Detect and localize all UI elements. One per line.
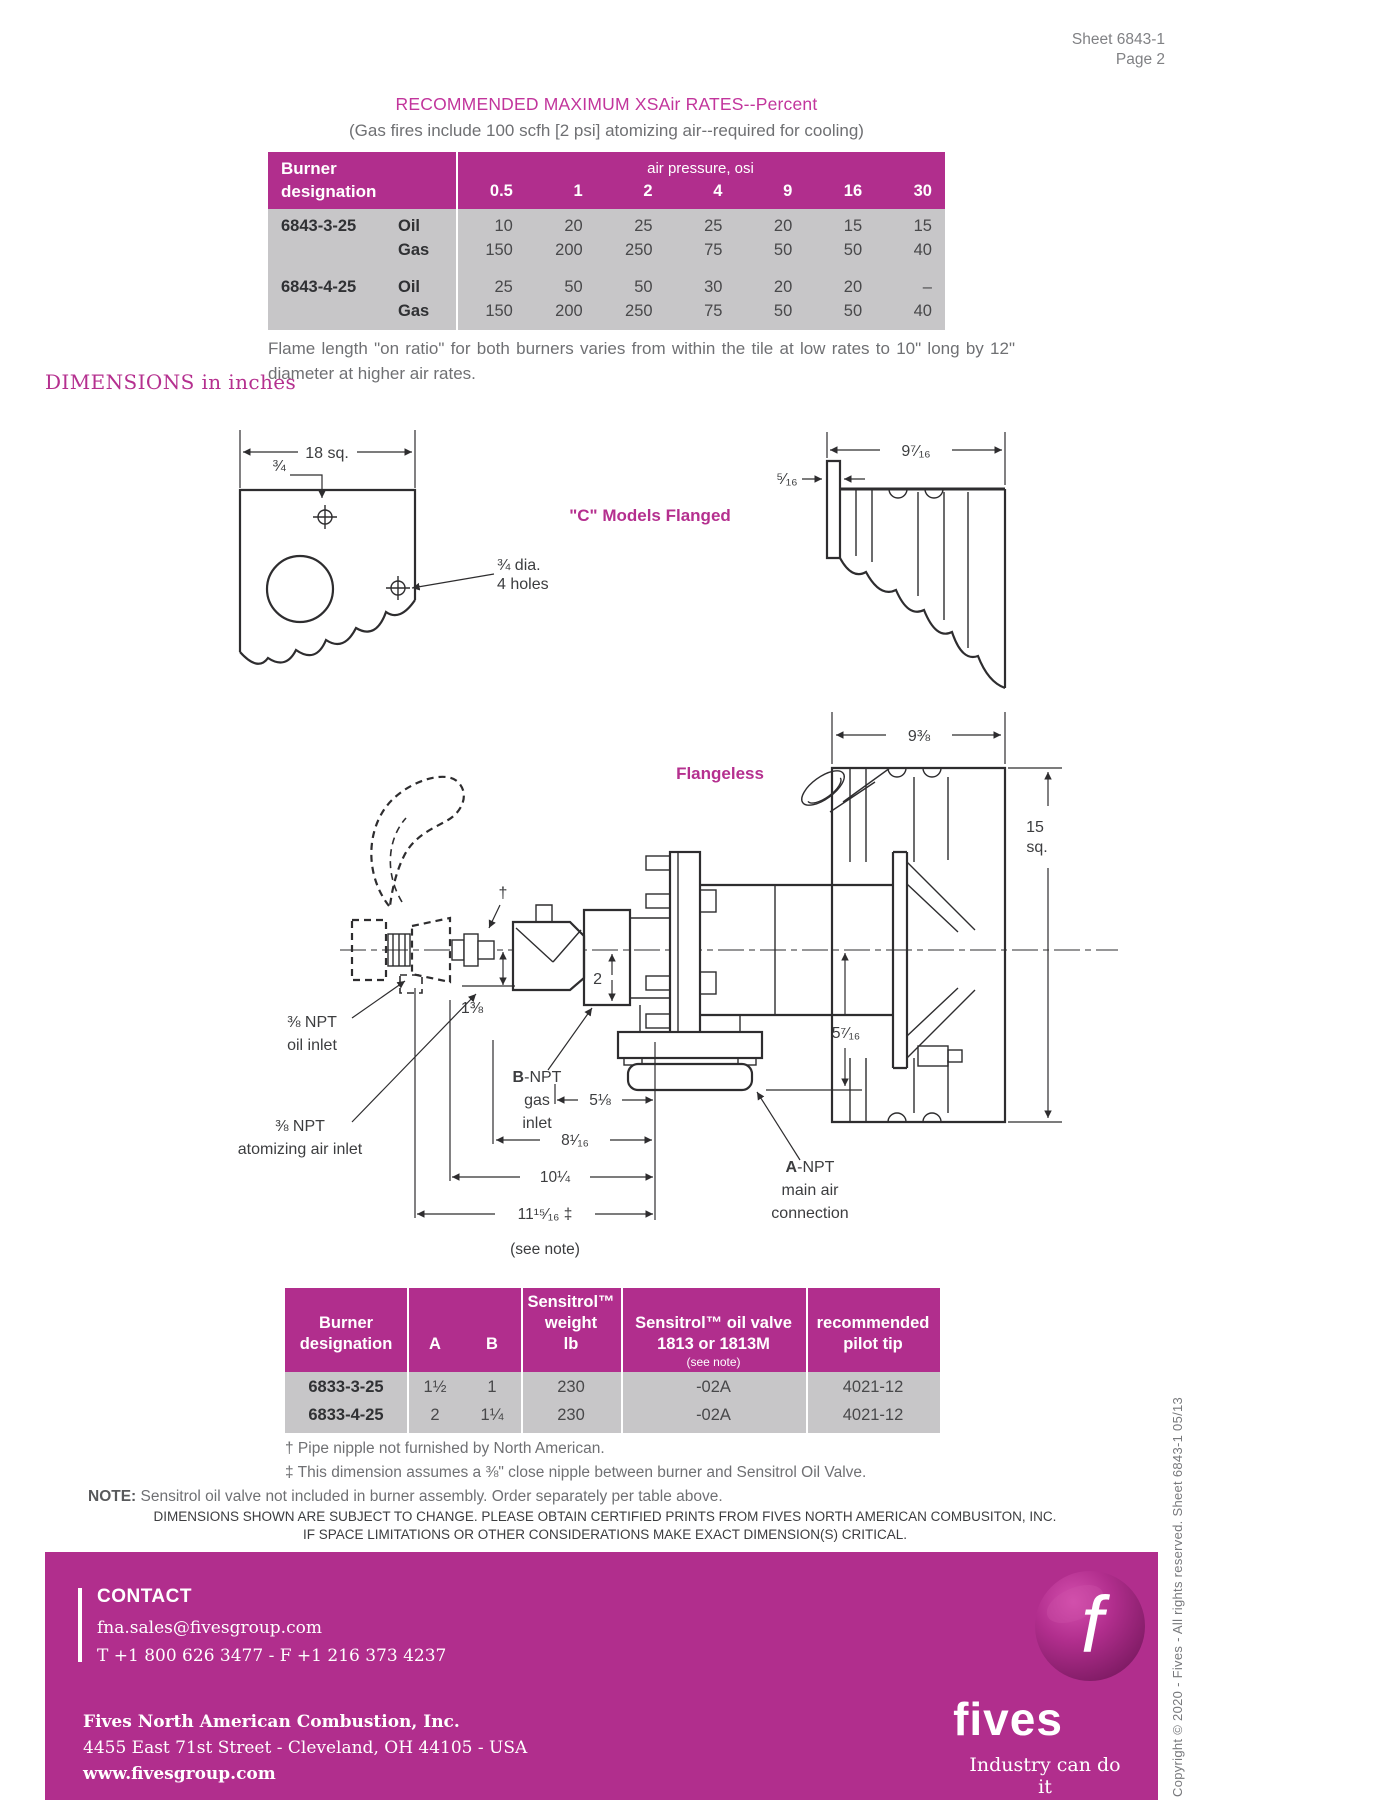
pressure-col: 9: [783, 182, 793, 200]
cell: 50: [843, 241, 863, 259]
table-row-designation: [268, 299, 398, 323]
fives-tagline: Industry can do it: [969, 1754, 1121, 1798]
dagger-mark: †: [498, 885, 508, 902]
pressure-col: 1: [573, 182, 583, 200]
contact-heading: CONTACT: [97, 1586, 192, 1607]
cell: 230: [557, 1378, 585, 1396]
dim-11-15-16: 11¹⁵⁄₁₆ ‡: [517, 1206, 573, 1223]
note-text: Sensitrol oil valve not included in burner assembly. Order separately per table above.: [136, 1488, 723, 1505]
cell: 15: [843, 217, 863, 235]
cell: -02A: [696, 1406, 731, 1424]
dagger-note: † Pipe nipple not furnished by North American.: [285, 1440, 605, 1457]
hole-dia-label: ¾ dia.: [497, 557, 541, 574]
table-divider: [521, 1288, 523, 1433]
cell: –: [922, 278, 932, 296]
rates-table-header: [268, 152, 945, 209]
cell: -02A: [696, 1378, 731, 1396]
cell: 15: [913, 217, 932, 235]
flanged-label: "C" Models Flanged: [569, 506, 731, 525]
rates-subtitle: (Gas fires include 100 scfh [2 psi] atomizing air--required for cooling): [349, 121, 864, 140]
cell: 150: [485, 302, 513, 320]
dim-three-quarter: ¾: [272, 458, 286, 475]
pressure-col: 0.5: [489, 182, 513, 200]
cell: 25: [494, 278, 513, 296]
cell: 20: [564, 217, 583, 235]
company-name: Fives North American Combustion, Inc.: [83, 1712, 460, 1732]
fives-wordmark: fives: [953, 1693, 1063, 1745]
pressure-col: 4: [713, 182, 723, 200]
logo-f-glyph: f: [1080, 1580, 1104, 1669]
cell: 250: [625, 302, 653, 320]
table-row-designation: [268, 238, 398, 262]
main-air-label: A-NPT: [785, 1159, 835, 1176]
spec-col-valve: [621, 1313, 806, 1372]
fuel-label: Gas: [398, 241, 430, 259]
dim-5-1-8: 5⅛: [589, 1092, 611, 1109]
rates-title: RECOMMENDED MAXIMUM XSAir RATES--Percent: [395, 94, 818, 114]
cell: 20: [843, 278, 863, 296]
cell: 230: [557, 1406, 585, 1424]
table-row-designation: 6843-3-25: [281, 217, 357, 235]
disclaimer-line1: DIMENSIONS SHOWN ARE SUBJECT TO CHANGE. PLEASE OBTAIN CERTIFIED PRINTS FROM FIVES NORTH AMERICAN COMBUSITON, INC.: [153, 1509, 1057, 1524]
hdr-line: Burner: [318, 1314, 374, 1332]
table-divider: [407, 1288, 409, 1433]
cell: 200: [555, 241, 583, 259]
dim-5-16: ⁵⁄₁₆: [776, 471, 798, 488]
front-plate-view: [240, 430, 549, 664]
note-label: NOTE:: [88, 1488, 137, 1505]
fuel-label: Oil: [398, 278, 421, 296]
hdr-line: weight: [544, 1314, 598, 1332]
spec-col-designation: [285, 1313, 407, 1372]
contact-phone: T +1 800 626 3477 - F +1 216 373 4237: [97, 1646, 447, 1666]
spec-table-body: [285, 1372, 940, 1433]
table-divider: [806, 1288, 808, 1433]
cell: 40: [913, 302, 932, 320]
copyright-vertical: Copyright © 2020 - Fives - All rights reserved. Sheet 6843-1 05/13: [1170, 1396, 1185, 1797]
table-divider: [621, 1288, 623, 1433]
footer: [45, 1552, 1158, 1800]
dim-9-3-8: 9⅜: [907, 728, 931, 745]
cell: 75: [704, 302, 723, 320]
atomizing-air-label: ⅜ NPT: [275, 1118, 325, 1135]
pressure-col: 30: [913, 182, 932, 200]
pipe-nipple: [452, 934, 494, 966]
spec-col-b: B: [486, 1335, 498, 1353]
hdr-line: 1813 or 1813M: [657, 1335, 770, 1353]
oil-inlet-label2: oil inlet: [287, 1037, 337, 1054]
rates-table-body: [268, 209, 945, 330]
pressure-col: 16: [843, 182, 863, 200]
cell: 30: [704, 278, 723, 296]
pressure-col: 2: [643, 182, 653, 200]
cell: 10: [494, 217, 513, 235]
main-air-label2: main air: [781, 1182, 839, 1199]
page-number: Page 2: [1115, 51, 1165, 68]
row-spacer: [268, 262, 945, 275]
cell: 1½: [423, 1378, 447, 1396]
cell: 50: [773, 302, 793, 320]
dim-2: 2: [593, 971, 602, 988]
rates-col-burner: Burner: [281, 159, 337, 178]
bolt-hole: [313, 505, 337, 529]
flangeless-label: Flangeless: [676, 764, 764, 783]
table-divider: [456, 152, 458, 330]
dim-1-3-8: 1⅜: [460, 1000, 484, 1017]
hdr-line: recommended: [816, 1314, 930, 1332]
dim-5-7-16: 5⁷⁄₁₆: [831, 1025, 861, 1042]
fives-logo: [1028, 1564, 1152, 1688]
oil-inlet-label: ⅜ NPT: [287, 1014, 337, 1031]
hdr-line: Sensitrol™: [527, 1293, 615, 1311]
spec-col-weight: [521, 1292, 621, 1372]
disclaimer: [90, 1508, 1120, 1543]
cell: 4021-12: [842, 1406, 904, 1424]
cell: 25: [704, 217, 723, 235]
dim-sq: sq.: [1026, 839, 1048, 856]
flame-note: Flame length "on ratio" for both burners varies from within the tile at low rates to 10" long by 12" diameter at higher air rates.: [268, 339, 1015, 383]
company-address: 4455 East 71st Street - Cleveland, OH 44105 - USA: [83, 1738, 528, 1758]
fuel-label: Oil: [398, 217, 421, 235]
cell: 20: [773, 278, 793, 296]
accent-bar: [78, 1588, 82, 1662]
gas-inlet-label2: gas: [524, 1092, 550, 1109]
contact-email: fna.sales@fivesgroup.com: [97, 1618, 322, 1638]
gas-inlet-label: B-NPT: [512, 1069, 562, 1086]
cell: 4021-12: [842, 1378, 904, 1396]
sheet-number: Sheet 6843-1: [1071, 31, 1165, 48]
dashed-oil-valve: [352, 777, 464, 993]
rates-group-header: air pressure, osi: [647, 160, 754, 177]
rates-table: [268, 152, 945, 330]
cell: 50: [843, 302, 863, 320]
spec-designation: 6833-4-25: [308, 1406, 384, 1424]
hdr-line: Sensitrol™ oil valve: [635, 1314, 792, 1332]
dim-15: 15: [1026, 819, 1044, 836]
disclaimer-line2: IF SPACE LIMITATIONS OR OTHER CONSIDERATIONS MAKE EXACT DIMENSION(S) CRITICAL.: [302, 1526, 908, 1542]
back-plate: [893, 852, 975, 1068]
cell: 50: [773, 241, 793, 259]
cell: 1: [487, 1378, 497, 1396]
cell: 150: [485, 241, 513, 259]
sheet-reference: [1072, 30, 1165, 70]
spec-table: [285, 1288, 940, 1433]
cell: 50: [564, 278, 583, 296]
cell: 75: [704, 241, 723, 259]
cell: 20: [773, 217, 793, 235]
main-air-label3: connection: [771, 1205, 849, 1222]
spec-col-pilot: [806, 1313, 940, 1372]
hdr-line: lb: [563, 1335, 579, 1353]
dim-18sq: 18 sq.: [305, 445, 349, 462]
gas-inlet-label3: inlet: [522, 1115, 552, 1132]
company-website: www.fivesgroup.com: [83, 1764, 276, 1784]
cell: 50: [634, 278, 653, 296]
hdr-line: pilot tip: [843, 1335, 903, 1353]
flangeless-section: [832, 712, 1062, 1122]
cell: 40: [913, 241, 932, 259]
atomizing-air-label2: atomizing air inlet: [237, 1141, 363, 1158]
cell: 25: [634, 217, 653, 235]
ddagger-note: ‡ This dimension assumes a ⅜" close nipple between burner and Sensitrol Oil Valve.: [285, 1464, 867, 1481]
hdr-line: designation: [299, 1335, 393, 1353]
dimensions-heading: DIMENSIONS in inches: [45, 370, 297, 394]
main-assembly: [238, 764, 1118, 1258]
spec-col-a: A: [429, 1335, 441, 1353]
dim-9-7-16: 9⁷⁄₁₆: [901, 443, 931, 460]
table-row-designation: 6843-4-25: [281, 278, 357, 296]
fuel-label: Gas: [398, 302, 430, 320]
rates-col-designation: designation: [281, 182, 377, 201]
cell: 200: [555, 302, 583, 320]
dim-10-1-4: 10¼: [539, 1169, 571, 1186]
flanged-section: [776, 432, 1005, 688]
spec-designation: 6833-3-25: [308, 1378, 384, 1396]
oil-valve-note: [88, 1488, 723, 1506]
see-note-label: (see note): [510, 1241, 580, 1258]
dim-8-1-16: 8¹⁄₁₆: [561, 1132, 589, 1149]
bolt-hole: [386, 576, 410, 600]
hdr-line-small: (see note): [686, 1355, 741, 1369]
cell: 1¼: [480, 1406, 504, 1424]
spec-table-header: [285, 1288, 940, 1372]
cell: 2: [430, 1406, 440, 1424]
hole-count-label: 4 holes: [497, 576, 549, 593]
cell: 250: [625, 241, 653, 259]
